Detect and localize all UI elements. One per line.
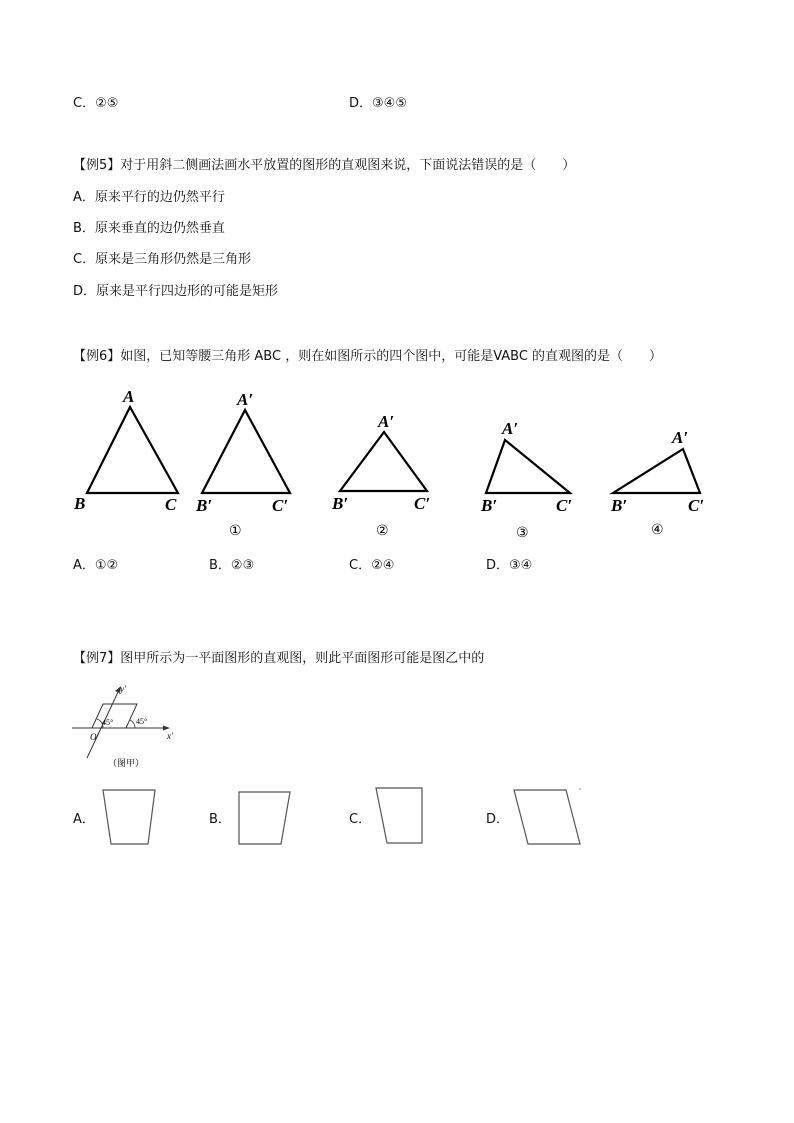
- label-a-prime: A′: [378, 412, 395, 431]
- option-d-prev: D．③④⑤: [349, 96, 407, 111]
- example-7-option-c: C．: [349, 812, 372, 827]
- label-b-prime: B′: [481, 496, 498, 515]
- figure-number-4: ④: [651, 522, 664, 538]
- example-6-figures: [0, 385, 794, 545]
- figure-jia-caption: （图甲）: [108, 758, 145, 768]
- label-c-prime: C′: [688, 496, 705, 515]
- angle-left-label: 45°: [102, 718, 114, 727]
- example-6-option-d: D．③④: [486, 558, 533, 573]
- example-5-option-d: D．原来是平行四边形的可能是矩形: [73, 284, 279, 299]
- figure-number-3: ③: [516, 525, 529, 541]
- x-prime-label: x′: [167, 731, 173, 741]
- example-7-option-b: B．: [209, 812, 231, 827]
- label-b-prime: B′: [611, 496, 628, 515]
- example-6-option-b: B．②③: [209, 558, 255, 573]
- figure-jia: [70, 678, 180, 770]
- triangle-figure-1: [195, 390, 290, 539]
- example-6-option-a: A．①②: [73, 558, 119, 573]
- shape-d-parallelogram: [514, 790, 580, 844]
- example-7-title: 【例7】图甲所示为一平面图形的直观图，则此平面图形可能是图乙中的: [73, 651, 485, 666]
- example-6-option-c: C．②④: [349, 558, 395, 573]
- label-c: C: [165, 495, 177, 514]
- label-b-prime: B′: [332, 494, 349, 513]
- label-c-prime: C′: [272, 496, 289, 515]
- shape-a-trapezoid: [103, 790, 155, 844]
- example-5-option-c: C．原来是三角形仍然是三角形: [73, 252, 252, 267]
- label-c-prime: C′: [414, 494, 431, 513]
- label-b-prime: B′: [196, 496, 213, 515]
- triangle-figure-3: [480, 419, 572, 541]
- triangle-abc: [73, 387, 178, 514]
- label-a-prime: A′: [502, 419, 519, 438]
- shape-c-right-trapezoid: [376, 788, 422, 843]
- label-c-prime: C′: [556, 496, 573, 515]
- example-5-option-b: B．原来垂直的边仍然垂直: [73, 221, 225, 236]
- triangle-figure-4: [610, 428, 704, 538]
- example-6-title: 【例6】如图，已知等腰三角形 ABC ，则在如图所示的四个图中，可能是VABC 的直观图的是（ ）: [73, 349, 663, 364]
- example-7-option-d: D．: [486, 812, 510, 827]
- example-7-option-a: A．: [73, 812, 95, 827]
- origin-label: O′: [90, 732, 99, 742]
- shape-b-right-trapezoid: [239, 792, 290, 844]
- angle-right-label: 45°: [136, 717, 148, 726]
- label-a-prime: A′: [672, 428, 689, 447]
- label-b: B: [74, 494, 86, 513]
- figure-number-1: ①: [229, 523, 242, 539]
- y-prime-label: y′: [120, 684, 126, 694]
- label-a-prime: A′: [237, 390, 254, 409]
- example-5-title: 【例5】对于用斜二侧画法画水平放置的图形的直观图来说，下面说法错误的是（ ）: [73, 158, 576, 173]
- label-a: A: [123, 387, 135, 406]
- example-7-shapes: [0, 784, 794, 854]
- example-5-option-a: A．原来平行的边仍然平行: [73, 190, 225, 205]
- figure-number-2: ②: [376, 523, 389, 539]
- option-c-prev: C．②⑤: [73, 96, 119, 111]
- triangle-figure-2: [331, 412, 430, 539]
